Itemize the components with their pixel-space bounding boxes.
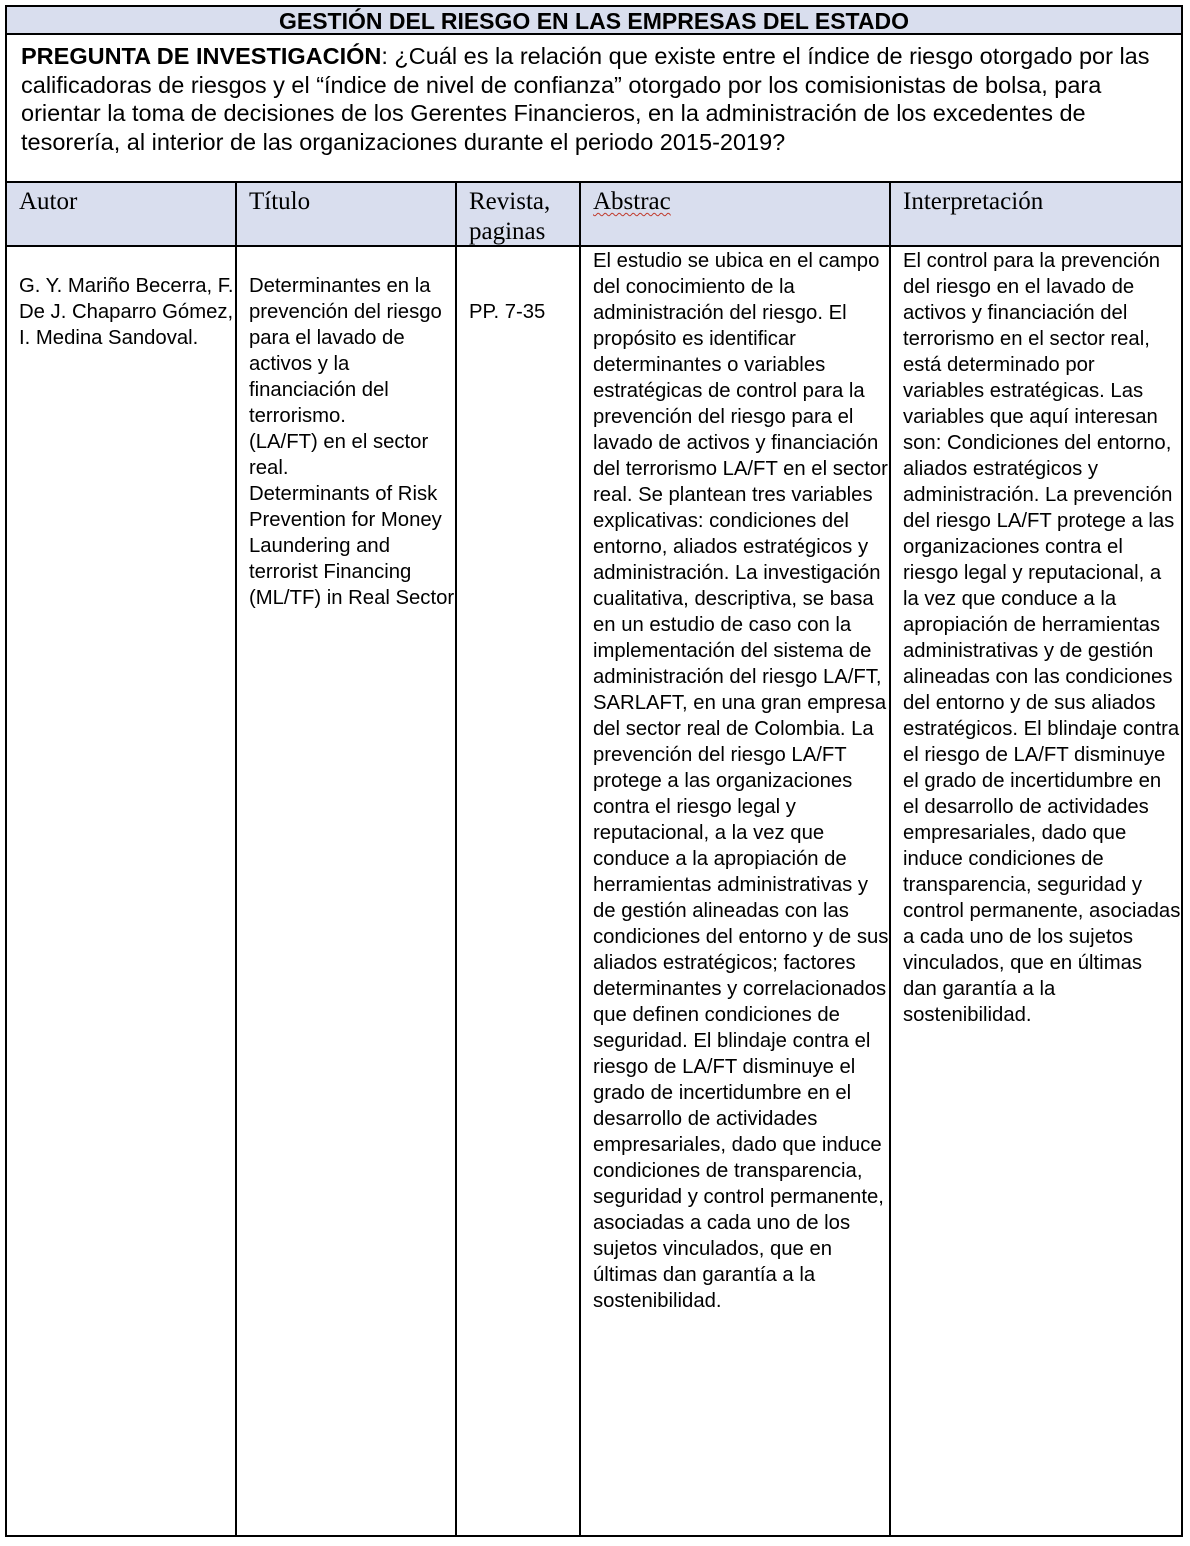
header-abstract bbox=[581, 183, 889, 247]
header-interpretacion: Interpretación bbox=[891, 183, 1181, 247]
document-table bbox=[5, 5, 1183, 1537]
header-abstract-label: Abstrac bbox=[593, 188, 671, 215]
header-autor: Autor bbox=[7, 183, 235, 247]
cell-abstract: El estudio se ubica en el campo del conocimiento de la administración del riesgo. El propósito es identificar determinantes o variables estratégicas de control para la prevención del riesgo para el lavado de activos y financiación del terrorismo LA/FT en el sector real. Se plantean tres variables explicativas: condiciones del entorno, aliados estratégicos y administración. La investigación cualitativa, descriptiva, se basa en un estudio de caso con la implementación del sistema de administración del riesgo LA/FT, SARLAFT, en una gran empresa del sector real de Colombia. La prevención del riesgo LA/FT protege a las organizaciones contra el riesgo legal y reputacional, a la vez que conduce a la apropiación de herramientas administrativas y de gestión alineadas con las condiciones del entorno y de sus aliados estratégicos; factores determinantes y correlacionados que definen condiciones de seguridad. El blindaje contra el riesgo de LA/FT disminuye el grado de incertidumbre en el desarrollo de actividades empresariales, dado que induce condiciones de transparencia, seguridad y control permanente, asociadas a cada uno de los sujetos vinculados, que en últimas dan garantía a la sostenibilidad. bbox=[593, 250, 889, 1312]
research-question bbox=[7, 35, 1181, 183]
literature-table bbox=[7, 183, 1181, 1537]
cell-titulo: Determinantes en la prevención del riesgo para el lavado de activos y la financiación del terrorismo. (LA/FT) en el sector real. Determinants of Risk Prevention for Money Laundering and terrorist Financing (ML/TF) in Real Sector bbox=[249, 275, 455, 609]
cell-autor: G. Y. Mariño Becerra, F. De J. Chaparro Gómez, I. Medina Sandoval. bbox=[19, 275, 234, 349]
research-question-label: PREGUNTA DE INVESTIGACIÓN bbox=[21, 43, 382, 69]
header-revista: Revista, paginas bbox=[457, 183, 579, 247]
research-question-text: : ¿Cuál es la relación que existe entre el índice de riesgo otorgado por las calificadoras de riesgos y el “índice de nivel de confianza” otorgado por los comisionistas de bolsa, para orientar la toma de decisiones de los Gerentes Financieros, en la administración de los excedentes de tesorería, al interior de las organizaciones durante el periodo 2015-2019? bbox=[21, 43, 1150, 155]
cell-interpretacion: El control para la prevención del riesgo en el lavado de activos y financiación del terrorismo en el sector real, está determinado por variables estratégicas. Las variables que aquí interesan son: Condiciones del entorno, aliados estratégicos y administración. La prevención del riesgo LA/FT protege a las organizaciones contra el riesgo legal y reputacional, a la vez que conduce a la apropiación de herramientas administrativas y de gestión alineadas con las condiciones del entorno y de sus aliados estratégicos. El blindaje contra el riesgo de LA/FT disminuye el grado de incertidumbre en el desarrollo de actividades empresariales, dado que induce condiciones de transparencia, seguridad y control permanente, asociadas a cada uno de los sujetos vinculados, que en últimas dan garantía a la sostenibilidad. bbox=[903, 250, 1181, 1026]
column-divider bbox=[889, 183, 891, 1537]
document-title: GESTIÓN DEL RIESGO EN LAS EMPRESAS DEL ESTADO bbox=[7, 7, 1181, 35]
column-divider bbox=[235, 183, 237, 1537]
header-titulo: Título bbox=[237, 183, 455, 247]
column-divider bbox=[579, 183, 581, 1537]
cell-revista: PP. 7-35 bbox=[469, 301, 546, 323]
column-divider bbox=[455, 183, 457, 1537]
